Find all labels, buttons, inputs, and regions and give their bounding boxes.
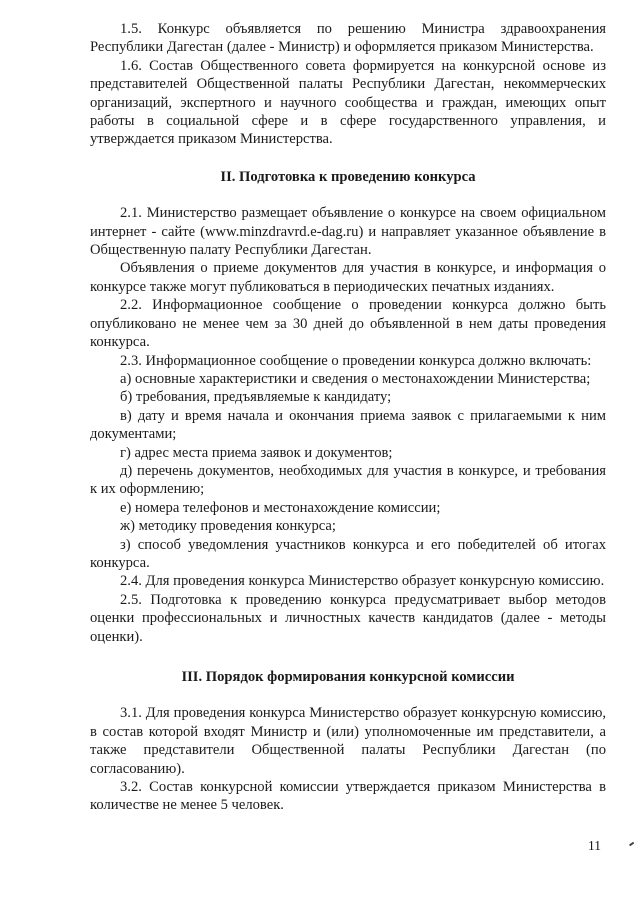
list-item-b: б) требования, предъявляемые к кандидату; <box>120 389 392 406</box>
section-2-heading: II. Подготовка к проведению конкурса <box>220 168 476 185</box>
paragraph-2-2: 2.2. Информационное сообщение о проведении конкурса должно быть опубликовано не менее чем за 30 дней до объявленной в нем даты проведения конкурса. <box>90 297 606 351</box>
paragraph-3-2: 3.2. Состав конкурсной комиссии утверждается приказом Министерства в количестве не менее 5 человек. <box>90 779 606 814</box>
list-item-v: в) дату и время начала и окончания приема заявок с прилагаемыми к ним документами; <box>90 407 606 443</box>
page-number: 11 <box>588 838 601 853</box>
paragraph-2-1: 2.1. Министерство размещает объявление о конкурсе на своем официальном интернет - сайте (www.minzdravrd.e-dag.ru) и направляет указанное объявление в Общественную палату Республики Дагестан. <box>90 205 606 259</box>
document-page <box>90 20 606 815</box>
list-item-a: а) основные характеристики и сведения о местонахождении Министерства; <box>120 370 591 387</box>
paragraph-1-6: 1.6. Состав Общественного совета формируется на конкурсной основе из представителей Общественной палаты Республики Дагестан, некоммерческих организаций, экспертного и научного сообщества и граждан, имеющих опыт работы в социальной сфере и в сфере государственного управления, и утверждается приказом Министерства. <box>90 57 606 148</box>
list-item-z: з) способ уведомления участников конкурса и его победителей об итогах конкурса. <box>90 536 606 571</box>
list-item-d: д) перечень документов, необходимых для участия в конкурсе, и требования к их оформлению; <box>90 462 606 498</box>
list-item-g: г) адрес места приема заявок и документов; <box>120 444 393 461</box>
paragraph-2-4: 2.4. Для проведения конкурса Министерство образует конкурсную комиссию. <box>120 573 605 590</box>
list-item-e: е) номера телефонов и местонахождение комиссии; <box>120 499 441 516</box>
paragraph-2-3: 2.3. Информационное сообщение о проведении конкурса должно включать: <box>120 352 592 369</box>
paragraph-2-5: 2.5. Подготовка к проведению конкурса предусматривает выбор методов оценки профессиональных и личностных качеств кандидатов (далее - методы оценки). <box>90 591 606 645</box>
list-item-zh: ж) методику проведения конкурса; <box>120 518 336 535</box>
pen-mark <box>629 842 634 846</box>
paragraph-1-5: 1.5. Конкурс объявляется по решению Министра здравоохранения Республики Дагестан (далее - Министр) и оформляется приказом Министерства. <box>90 21 606 56</box>
paragraph-2-1-ads: Объявления о приеме документов для участия в конкурсе, и информация о конкурсе также могут публиковаться в периодических печатных изданиях. <box>90 260 606 295</box>
section-3-heading: III. Порядок формирования конкурсной комиссии <box>181 669 515 685</box>
paragraph-3-1: 3.1. Для проведения конкурса Министерство образует конкурсную комиссию, в состав которой входят Министр и (или) уполномоченные им представители, а также представители Общественной палаты Республики Дагестан (по согласованию). <box>90 705 606 777</box>
